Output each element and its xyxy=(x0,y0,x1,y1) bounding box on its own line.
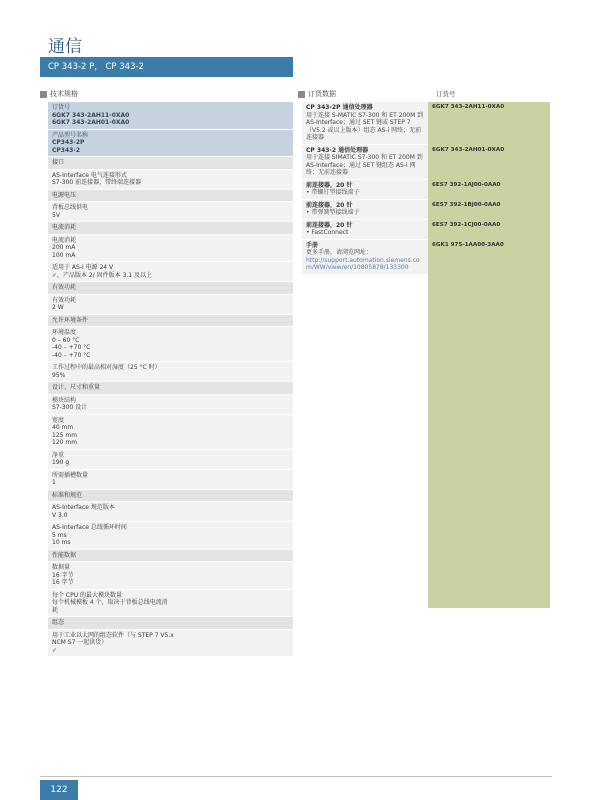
spec-value-main: S7-300 设计 xyxy=(52,404,88,411)
spec-value xyxy=(52,112,172,127)
spec-value-sub: 125 mm xyxy=(52,431,78,439)
spec-value xyxy=(52,179,172,187)
spec-label: 有效功耗 xyxy=(52,296,77,304)
spec-value xyxy=(52,459,172,467)
spec-value-main: V 3.0 xyxy=(52,511,68,519)
spec-label: 产品型号名称 xyxy=(52,131,89,139)
order-item-description: 用于连接 S-MATIC S7-300 和 ET 200M 到 AS-Interface；通过 SET 键或 STEP 7（V5.2 或以上版本）组态 AS-i 网络；无前连接器 xyxy=(306,111,424,141)
spec-value-main: CP343-2P xyxy=(52,139,85,146)
spec-value-main: ✓ xyxy=(52,646,58,654)
order-item xyxy=(302,102,505,145)
spec-value-main: 95% xyxy=(52,371,66,379)
spec-label: 环境温度 xyxy=(52,329,77,336)
spec-label: 背板总线供电 xyxy=(52,204,89,211)
order-item xyxy=(302,200,501,220)
spec-value xyxy=(52,337,172,360)
order-number-column xyxy=(428,102,550,608)
spec-label: 宽度 xyxy=(52,416,65,424)
order-number: 6GK1 975-1AA00-3AA0 xyxy=(432,241,504,248)
spec-value xyxy=(52,304,172,312)
spec-row xyxy=(48,295,293,315)
spec-value xyxy=(52,212,172,220)
spec-value-sub: 16 字节 xyxy=(52,579,74,586)
order-item-title: 前连接器，20 针 xyxy=(306,221,353,229)
order-number: 6GK7 343-2AH01-0XA0 xyxy=(432,146,505,153)
right-section-title: 订货数据 xyxy=(308,90,336,98)
spec-value-main: 1 xyxy=(52,479,56,486)
spec-value-main: 每个机械模板 4 个，取决于背板总线电流消耗 xyxy=(52,599,168,614)
spec-row xyxy=(48,415,293,450)
spec-row xyxy=(48,502,293,522)
spec-group-header xyxy=(48,550,293,563)
spec-value-sub: -40 – +70 °C xyxy=(52,351,91,359)
spec-value xyxy=(52,272,172,280)
spec-value-main: ✓，产品版本 2/ 固件版本 3.1 及以上 xyxy=(52,271,153,279)
spec-value-sub: 0 – 60 °C xyxy=(52,336,80,344)
spec-label: 净重 xyxy=(52,451,65,459)
spec-value-sub: 16 字节 xyxy=(52,571,74,579)
spec-label: 所需插槽数量 xyxy=(52,471,89,479)
spec-label: 组态 xyxy=(52,619,65,626)
page-number: 122 xyxy=(40,780,78,800)
spec-row xyxy=(48,450,293,470)
spec-label: AS-Interface 规范版本 xyxy=(52,504,115,511)
spec-value xyxy=(52,647,172,655)
spec-value xyxy=(52,244,172,259)
spec-value xyxy=(52,512,172,520)
spec-label: 允许环境条件 xyxy=(52,316,89,324)
spec-label: 用于工业以太网的组态软件（与 STEP 7 V5.x NCM S7 一起供货） xyxy=(52,631,174,646)
spec-value-main: 6GK7 343-2AH11-0XA0 xyxy=(52,111,130,119)
spec-row xyxy=(48,470,293,490)
order-number-header: 订货号 xyxy=(436,90,456,98)
spec-value-main: 40 mm xyxy=(52,424,74,431)
title-banner: CP 343-2 P， CP 343-2 xyxy=(40,57,293,77)
order-item xyxy=(302,220,501,240)
spec-value xyxy=(52,139,172,154)
spec-group-header xyxy=(48,282,293,295)
spec-value-sub: -40 – +70 °C xyxy=(52,344,91,351)
spec-row xyxy=(48,630,293,658)
spec-label: 电源电压 xyxy=(52,191,77,199)
spec-value-main: S7-300 前连接器，带终端连接器 xyxy=(52,179,142,186)
spec-value-sub: 200 mA xyxy=(52,244,76,251)
spec-row xyxy=(48,102,293,130)
spec-group-header xyxy=(48,315,293,328)
order-item-description: • FastConnect xyxy=(306,229,349,236)
spec-row xyxy=(48,327,293,362)
order-table xyxy=(302,102,505,275)
spec-value-sub: 100 mA xyxy=(52,251,76,259)
spec-label: 标准和规范 xyxy=(52,491,83,499)
section-square-icon xyxy=(298,91,305,98)
spec-label: 有效功耗 xyxy=(52,284,77,291)
spec-group-header xyxy=(48,157,293,170)
spec-label: 电流消耗 xyxy=(52,224,77,231)
spec-row xyxy=(48,395,293,415)
spec-label: 模块结构 xyxy=(52,396,77,404)
spec-label: 每个 CPU 的最大模块数量 xyxy=(52,591,123,599)
spec-group-header xyxy=(48,382,293,395)
spec-label: 性能数据 xyxy=(52,551,77,559)
spec-row xyxy=(48,202,293,222)
spec-label: 工作过程中的最高相对湿度（25 °C 时） xyxy=(52,364,161,371)
spec-value-main: 190 g xyxy=(52,459,70,466)
spec-row xyxy=(48,235,293,263)
spec-label: 设计、尺寸和重量 xyxy=(52,384,101,391)
footer-rule xyxy=(40,776,552,777)
spec-row xyxy=(48,362,293,382)
spec-value-secondary: CP343-2 xyxy=(52,146,80,154)
spec-value xyxy=(52,572,172,587)
spec-group-header xyxy=(48,222,293,235)
spec-label: 数据量 xyxy=(52,564,71,571)
section-square-icon xyxy=(40,91,47,98)
spec-value-secondary: 6GK7 343-2AH01-0XA0 xyxy=(52,119,130,126)
order-item-title: 手册 xyxy=(306,241,319,249)
order-item xyxy=(302,145,505,180)
spec-group-header xyxy=(48,490,293,503)
order-number: 6GK7 343-2AH11-0XA0 xyxy=(432,104,505,110)
spec-row xyxy=(48,130,293,158)
spec-group-header xyxy=(48,617,293,630)
spec-value-main: 5V xyxy=(52,211,60,219)
order-item-title: 前连接器，20 针 xyxy=(306,201,353,209)
spec-label: 接口 xyxy=(52,159,65,166)
spec-row xyxy=(48,170,293,190)
spec-value xyxy=(52,372,172,380)
spec-table xyxy=(48,102,293,657)
order-number: 6ES7 392-1CJ00-0AA0 xyxy=(432,221,501,228)
spec-group-header xyxy=(48,190,293,203)
order-item xyxy=(302,240,504,275)
spec-row xyxy=(48,262,293,282)
spec-row xyxy=(48,522,293,550)
spec-value xyxy=(52,404,172,412)
order-item-title: CP 343-2 通信处理器 xyxy=(306,146,369,154)
left-section-title: 技术规格 xyxy=(50,90,78,98)
spec-label: 电流消耗 xyxy=(52,236,77,244)
order-item-description: • 带螺钉型接线端子 xyxy=(306,189,360,196)
order-item-title: CP 343-2P 通信处理器 xyxy=(306,104,373,111)
order-item-title: 前连接器，20 针 xyxy=(306,181,353,189)
spec-row xyxy=(48,590,293,618)
chapter-title: 通信 xyxy=(48,37,82,57)
spec-row xyxy=(48,562,293,590)
spec-value-main: 2 W xyxy=(52,304,64,311)
spec-value xyxy=(52,479,172,487)
spec-value-sub: 120 mm xyxy=(52,439,78,446)
spec-label: AS-Interface 总线循环时间 xyxy=(52,524,127,531)
order-item-description: 用于连接 SIMATIC S7-300 和 ET 200M 到 AS-Interface；通过 SET 键组态 AS-i 网络；无前连接器 xyxy=(306,154,423,176)
spec-value xyxy=(52,424,172,447)
spec-value-sub: 10 ms xyxy=(52,539,71,546)
spec-label: 适用于 AS-i 电源 24 V xyxy=(52,264,114,271)
spec-label: AS-Interface 电气连接形式 xyxy=(52,171,127,179)
spec-label: 订货号 xyxy=(52,104,71,111)
order-number: 6ES7 392-1BJ00-0AA0 xyxy=(432,201,501,208)
order-item xyxy=(302,180,501,200)
order-item-description: • 带弹簧型接线端子 xyxy=(306,209,360,216)
order-item-description: 更多手册，请浏览网址： xyxy=(306,249,373,256)
manual-link[interactable]: http://support.automation.siemens.com/WW/view/en/10805878/133300 xyxy=(306,256,420,271)
spec-value xyxy=(52,599,172,614)
spec-value xyxy=(52,532,172,547)
order-number: 6ES7 392-1AJ00-0AA0 xyxy=(432,181,501,188)
spec-value-sub: 5 ms xyxy=(52,531,67,539)
